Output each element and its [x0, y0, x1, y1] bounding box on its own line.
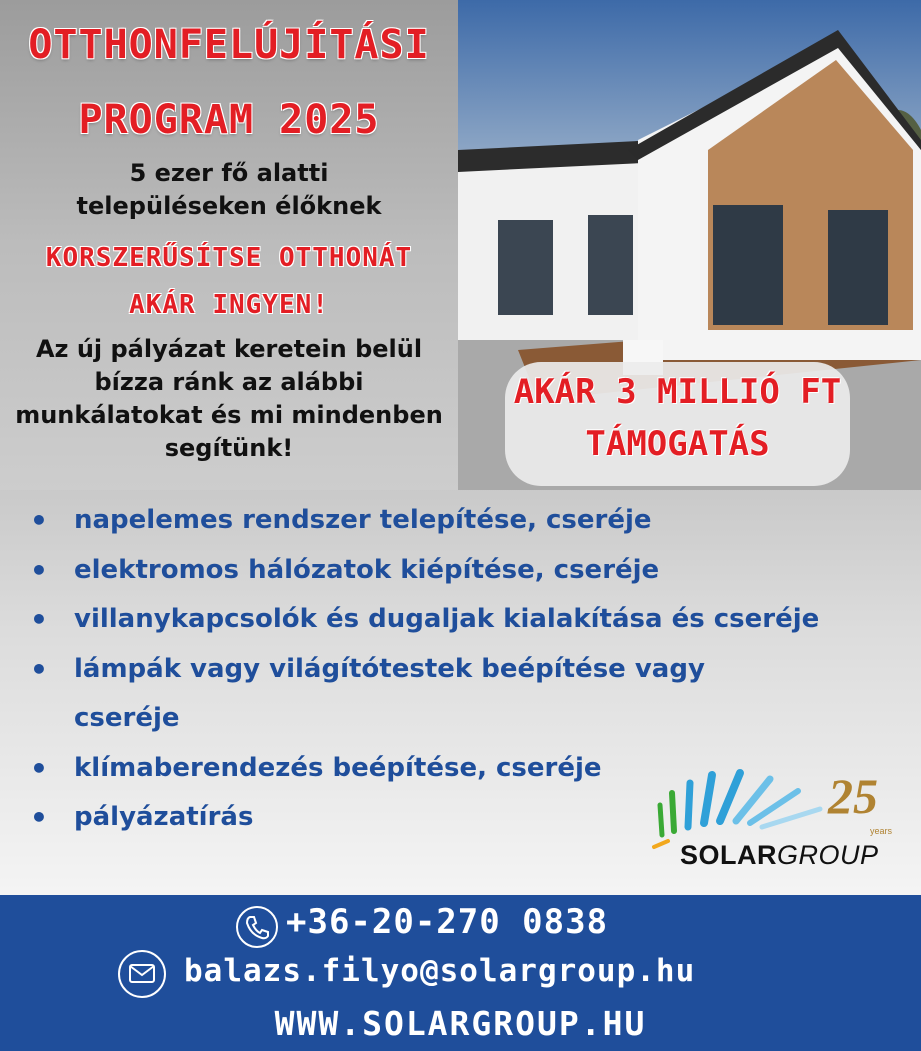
- title-line2: PROGRAM 2025: [78, 97, 380, 143]
- website-link[interactable]: WWW.SOLARGROUP.HU: [274, 1004, 647, 1043]
- phone-number[interactable]: +36-20-270 0838: [286, 902, 609, 942]
- badge-line2: TÁMOGATÁS: [585, 424, 770, 464]
- list-item: • lámpák vagy világítótestek beépítése vagy cseréje: [30, 645, 814, 744]
- mail-icon: [118, 950, 166, 998]
- subtitle: 5 ezer fő alatti településeken élőknek: [76, 159, 382, 220]
- brand-light: GROUP: [777, 840, 879, 870]
- phone-icon: [236, 906, 278, 948]
- intro-text: Az új pályázat keretein belül bízza ránk az alábbi munkálatokat és mi mindenben segítünk!: [15, 335, 443, 462]
- anniversary-label: years: [870, 826, 893, 836]
- badge-line1: AKÁR 3 MILLIÓ FT: [513, 372, 842, 412]
- subsidy-badge: [505, 362, 850, 486]
- list-item: • pályázatírás: [30, 793, 830, 843]
- brand-bold: SOLAR: [680, 840, 777, 870]
- list-item: • elektromos hálózatok kiépítése, cseréje: [30, 546, 830, 596]
- list-item: • klímaberendezés beépítése, cseréje: [30, 744, 830, 794]
- list-item: • villanykapcsolók és dugaljak kialakítása és cseréje: [30, 595, 834, 645]
- brand-logo: [680, 840, 879, 871]
- cta-line2: AKÁR INGYEN!: [129, 290, 329, 320]
- anniversary-number: 25: [828, 768, 878, 824]
- cta-line1: KORSZERŰSÍTSE OTTHONÁT: [45, 243, 413, 273]
- email-address[interactable]: balazs.filyo@solargroup.hu: [184, 953, 696, 989]
- list-item: • napelemes rendszer telepítése, cseréje: [30, 496, 830, 546]
- title-line1: OTTHONFELÚJÍTÁSI: [28, 22, 430, 68]
